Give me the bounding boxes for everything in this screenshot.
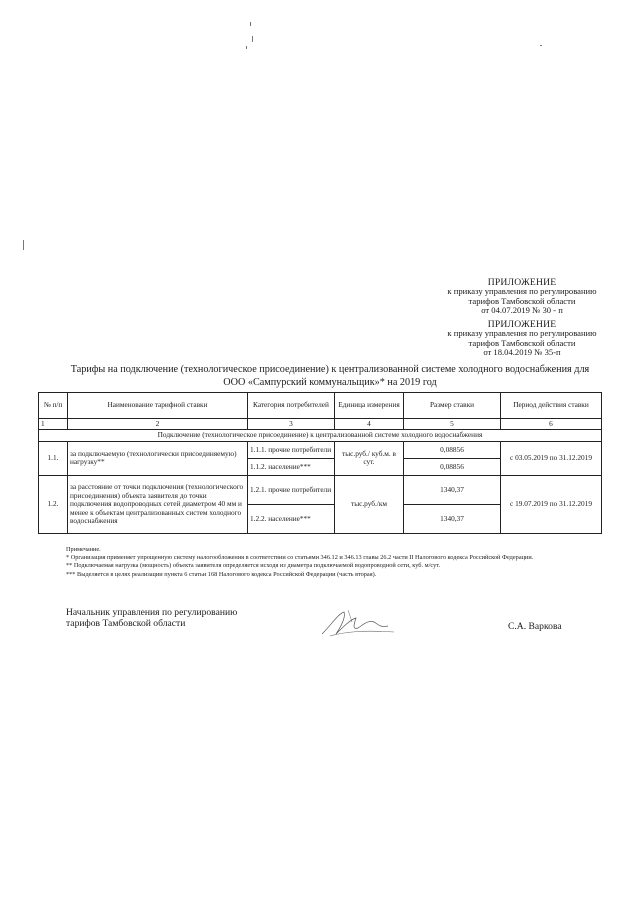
column-number: 2: [68, 419, 248, 430]
signatory-name: С.А. Варкова: [508, 621, 562, 632]
appendix-line: к приказу управления по регулированию: [447, 328, 597, 339]
appendix-heading: ПРИЛОЖЕНИЕ: [487, 277, 557, 288]
unit-cell: тыс.руб./ куб.м. в сут.: [335, 441, 404, 475]
appendix-line: к приказу управления по регулированию: [447, 286, 597, 297]
period-cell: с 03.05.2019 по 31.12.2019: [501, 441, 602, 475]
signatory-position: [66, 608, 237, 629]
rate-value: 1340,37: [404, 475, 501, 504]
signatory-position-line: тарифов Тамбовской области: [66, 617, 186, 629]
rate-value: 0,08856: [404, 458, 501, 475]
title-line: Тарифы на подключение (технологическое присоединение) к централизованной системе холодного водоснабжения для: [70, 364, 590, 375]
rate-value: 1340,37: [404, 504, 501, 533]
table-row: [39, 475, 602, 504]
note-item: ** Подключаемая нагрузка (мощность) объекта заявителя определяется исходя из диаметра подключаемой водопроводной сети, куб. м/сут.: [66, 562, 441, 570]
consumer-category: 1.1.1. прочие потребители: [248, 441, 335, 458]
rate-name: за подключаемую (технологически присоединяемую) нагрузку**: [68, 441, 248, 475]
handwritten-signature: [318, 606, 398, 640]
unit-cell: тыс.руб./км: [335, 475, 404, 533]
column-number: 4: [335, 419, 404, 430]
column-number-row: [39, 419, 602, 430]
signatory-position-line: Начальник управления по регулированию: [66, 607, 238, 618]
section-title: Подключение (технологическое присоединение) к централизованной системе холодного водоснабжения: [39, 430, 602, 441]
note-item: * Организация применяет упрощенную систему налогообложения в соответствии со статьями 346.12 и 346.13 главы 26.2 части II Налогового кодекса Российской Федерации.: [66, 554, 534, 562]
period-cell: с 19.07.2019 по 31.12.2019: [501, 475, 602, 533]
rate-value: 0,08856: [404, 441, 501, 458]
note-item: *** Выделяется в целях реализации пункта 6 статьи 168 Налогового кодекса Российской Федерации (часть вторая).: [66, 570, 377, 578]
consumer-category: 1.2.1. прочие потребители: [248, 475, 335, 504]
notes-block: [66, 546, 606, 579]
row-number: 1.2.: [39, 475, 68, 533]
table-row: [39, 441, 602, 458]
header-cell: Размер ставки: [404, 393, 501, 419]
consumer-category: 1.2.2. население***: [248, 504, 335, 533]
column-number: 5: [404, 419, 501, 430]
row-number: 1.1.: [39, 441, 68, 475]
notes-heading: Примечание.: [66, 546, 101, 553]
column-number: 6: [501, 419, 602, 430]
table-header-row: [39, 393, 602, 419]
column-number: 3: [248, 419, 335, 430]
appendix-block-2: [392, 320, 640, 358]
document-title: [30, 363, 630, 389]
appendix-block-1: [392, 278, 640, 316]
appendix-order-line: от 04.07.2019 № 30 - п: [481, 305, 563, 316]
column-number: 1: [39, 419, 68, 430]
tariff-table: [38, 392, 602, 534]
consumer-category: 1.1.2. население***: [248, 458, 335, 475]
appendix-line: тарифов Тамбовской области: [468, 337, 576, 348]
appendix-heading: ПРИЛОЖЕНИЕ: [487, 319, 557, 330]
header-cell: № п/п: [39, 393, 68, 419]
header-cell: Наименование тарифной ставки: [68, 393, 248, 419]
appendix-order-line: от 18.04.2019 № 35-п: [483, 347, 561, 358]
header-cell: Период действия ставки: [501, 393, 602, 419]
appendix-line: тарифов Тамбовской области: [468, 295, 576, 306]
section-row: [39, 430, 602, 441]
header-cell: Категория потребителей: [248, 393, 335, 419]
header-cell: Единица измерения: [335, 393, 404, 419]
rate-name: за расстояние от точки подключения (технологического присоединения) объекта заявителя до точки подключения водопроводных сетей диаметром 40 мм и менее к объектам централизованных систем холодного водоснабжения: [68, 475, 248, 533]
title-line: ООО «Сампурский коммунальщик»* на 2019 год: [223, 377, 437, 388]
